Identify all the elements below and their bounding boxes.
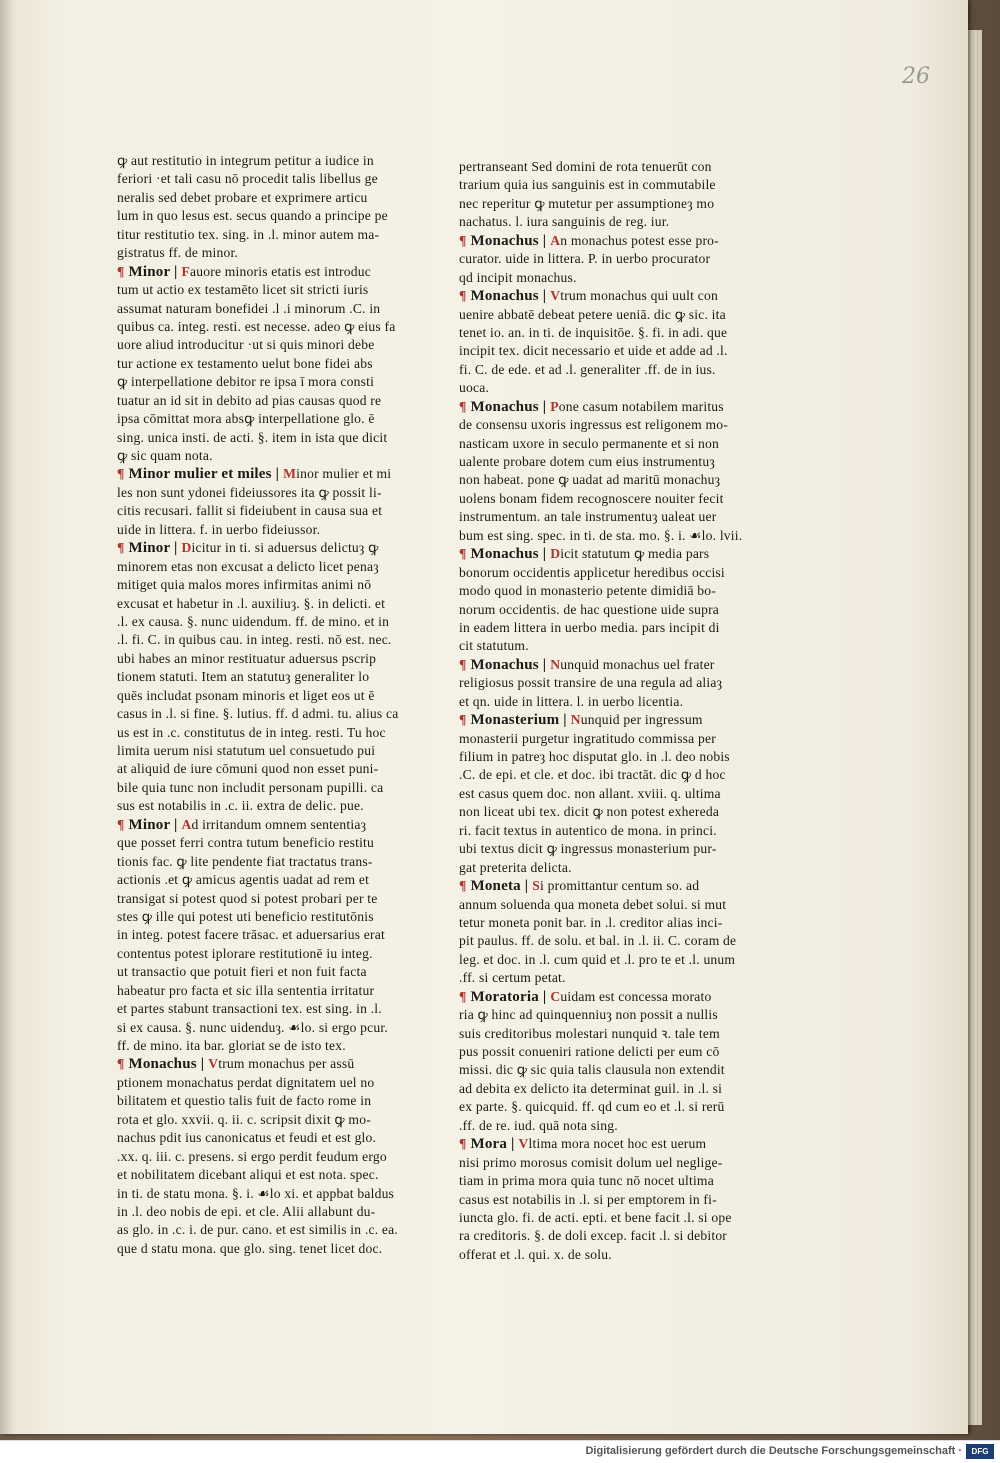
left-column-line: sing. unica insti. de acti. §. item in ista que dicit bbox=[117, 429, 388, 445]
left-column-line: ubi habes an minor restituatur aduersus pscrip bbox=[117, 650, 377, 666]
right-column-line: ri. facit textus in autentico de mona. in princi. bbox=[459, 822, 717, 838]
right-column-line: instrumentum. an tale instrumentuȝ ualeat uer bbox=[459, 509, 717, 525]
right-column-line: ubi textus dicit ꝙ ingressus monasterium pur- bbox=[459, 841, 717, 857]
left-column-line: citis recusari. fallit si fideiubent in causa sua et bbox=[117, 503, 383, 519]
right-column-line: in eadem littera in uerbo media. pars incipit di bbox=[459, 619, 720, 635]
rubric-initial: V bbox=[518, 1136, 529, 1152]
right-column-line: pit paulus. ff. de solu. et bal. in .l. ii. C. coram de bbox=[459, 933, 737, 949]
left-column-line: neralis sed debet probare et exprimere articu bbox=[117, 189, 368, 205]
left-column-line: .xx. q. iii. c. presens. si ergo perdit feudum ergo bbox=[117, 1148, 387, 1164]
left-column-line: .l. fi. C. in quibus cau. in integ. resti. nō est. nec. bbox=[117, 632, 392, 648]
entry-heading: Minor | bbox=[124, 263, 182, 280]
rubric-initial: M bbox=[283, 466, 297, 482]
pilcrow-rubric-icon: ¶ bbox=[459, 232, 467, 248]
left-column-line: titur restitutio tex. sing. in .l. minor autem ma- bbox=[117, 226, 380, 242]
right-column-line: ad debita ex delicto ita determinat guil. in .l. si bbox=[459, 1080, 723, 1096]
left-column-line: assumat naturam bonefidei .l .i minorum .C. in bbox=[117, 300, 381, 316]
rubric-initial: V bbox=[550, 288, 561, 304]
right-column-line: incipit tex. dicit necessario et uide et adde ad .l. bbox=[459, 343, 728, 359]
right-column-line: offerat et .l. qui. x. de solu. bbox=[459, 1246, 612, 1262]
left-column-line: sus est notabilis in .c. ii. extra de delic. pue. bbox=[117, 798, 364, 814]
pilcrow-rubric-icon: ¶ bbox=[459, 288, 467, 304]
left-column-line: et partes stabunt transactioni tex. est sing. in .l. bbox=[117, 1001, 382, 1017]
entry-heading: Monasterium | bbox=[466, 712, 571, 729]
right-column-line: ¶ Moratoria | Cuidam est concessa morato bbox=[459, 988, 712, 1005]
right-column-line: ¶ Mora | Vltima mora nocet hoc est uerum bbox=[459, 1136, 707, 1153]
right-text-column bbox=[459, 158, 743, 1264]
rubric-initial: A bbox=[550, 232, 561, 248]
left-column-line: ¶ Minor | Fauore minoris etatis est introduc bbox=[117, 263, 371, 280]
dfg-logo: DFG bbox=[966, 1444, 994, 1459]
right-column-line: qd incipit monachus. bbox=[459, 269, 577, 285]
right-column-line: trarium quia ius sanguinis est in commutabile bbox=[459, 177, 716, 193]
right-column-line: ¶ Monachus | Vtrum monachus qui uult con bbox=[459, 288, 718, 305]
pilcrow-rubric-icon: ¶ bbox=[117, 816, 125, 832]
pilcrow-rubric-icon: ¶ bbox=[459, 656, 467, 672]
pilcrow-rubric-icon: ¶ bbox=[117, 263, 125, 279]
entry-heading: Monachus | bbox=[466, 398, 551, 415]
pilcrow-rubric-icon: ¶ bbox=[459, 988, 467, 1004]
left-column-line: actionis .et ꝙ amicus agentis uadat ad rem et bbox=[117, 872, 370, 888]
right-column-line: religiosus possit transire de una regula ad aliaȝ bbox=[459, 675, 723, 691]
left-column-line: ut transactio que potuit fieri et non fuit facta bbox=[117, 964, 367, 980]
pilcrow-rubric-icon: ¶ bbox=[459, 878, 467, 894]
left-column-line: stes ꝙ ille qui potest uti beneficio restitutōnis bbox=[117, 908, 374, 924]
left-column-line: quēs includat psonam minoris et liget eos ut ē bbox=[117, 687, 375, 703]
left-column-line: nachus pdit ius canonicatus et feudi et est glo. bbox=[117, 1130, 377, 1146]
right-column-line: ¶ Monasterium | Nunquid per ingressum bbox=[459, 712, 703, 729]
right-column-line: est casus quem doc. non allant. xviii. q. ultima bbox=[459, 785, 721, 801]
rubric-initial: C bbox=[550, 988, 561, 1004]
left-column-line: bile quia tunc non includit personam pupilli. ca bbox=[117, 779, 384, 795]
left-column-line: in ti. de statu mona. §. i. ☙lo xi. et appbat baldus bbox=[117, 1185, 395, 1201]
right-column-line: leg. et doc. in .l. cum quid et .l. pro te et .l. unum bbox=[459, 951, 736, 967]
entry-heading: Minor | bbox=[124, 816, 182, 833]
right-column-line: filium in patreȝ hoc disputat glo. in .l. deo nobis bbox=[459, 749, 730, 764]
right-column-line: ex parte. §. quicquid. ff. qd cum eo et .l. si rerū bbox=[459, 1099, 725, 1115]
left-column-line: lum in quo lesus est. secus quando a principe pe bbox=[117, 208, 388, 224]
rubric-initial: D bbox=[181, 540, 192, 556]
right-column-line: annum soluenda qua moneta debet solui. si mut bbox=[459, 896, 727, 912]
right-column-line: .ff. de re. iud. quā nota sing. bbox=[459, 1117, 618, 1133]
folio-number: 26 bbox=[902, 64, 930, 89]
left-column-line: ptionem monachatus perdat dignitatem uel no bbox=[117, 1074, 375, 1090]
entry-heading: Minor mulier et miles | bbox=[124, 466, 284, 483]
left-column-line: ꝙ sic quam nota. bbox=[117, 448, 213, 463]
entry-heading: Monachus | bbox=[466, 656, 551, 673]
entry-heading: Monachus | bbox=[466, 232, 551, 249]
right-column-line: ¶ Monachus | Nunquid monachus uel frater bbox=[459, 656, 715, 673]
right-column-line: nisi primo morosus comisit dolum uel neglige- bbox=[459, 1154, 723, 1170]
right-column-line: curator. uide in littera. P. in uerbo procurator bbox=[459, 251, 711, 267]
rubric-initial: N bbox=[570, 712, 581, 728]
right-column-line: pertranseant Sed domini de rota tenuerūt con bbox=[459, 159, 712, 174]
right-column-line: ualente probare dotem cum eius instrumentuȝ bbox=[459, 454, 715, 469]
left-column-line: tionem statuti. Item an statutuȝ generaliter lo bbox=[117, 669, 370, 685]
left-column-line: et nobilitatem dicebant aliqui et est nota. spec. bbox=[117, 1167, 379, 1183]
entry-heading: Minor | bbox=[124, 540, 182, 557]
right-column-line: monasterii purgetur ingratitudo commissa per bbox=[459, 730, 716, 746]
left-column-line: ¶ Monachus | Vtrum monachus per assū bbox=[117, 1056, 355, 1073]
left-column-line: tur actione ex testamento uelut bone fidei abs bbox=[117, 355, 373, 371]
right-column-line: tetur moneta ponit bar. in .l. creditor alias inci- bbox=[459, 914, 723, 930]
left-column-line: ꝙ interpellatione debitor re ipsa ī mora consti bbox=[117, 374, 375, 390]
page-stack-edge bbox=[968, 30, 982, 1425]
left-column-line: transigat si potest quod si potest probari per te bbox=[117, 890, 378, 906]
right-column-line: tenet io. an. in ti. de inquisitōe. §. fi. in adi. que bbox=[459, 324, 728, 340]
right-column-line: ¶ Monachus | Dicit statutum ꝙ media pars bbox=[459, 546, 710, 563]
right-column-line: missi. dic ꝙ sic quia talis clausula non extendit bbox=[459, 1062, 725, 1078]
right-column-line: gat preterita delicta. bbox=[459, 859, 572, 875]
entry-heading: Monachus | bbox=[124, 1056, 209, 1073]
right-column-line: norum occidentis. de hac questione uide supra bbox=[459, 601, 720, 617]
pilcrow-rubric-icon: ¶ bbox=[459, 1136, 467, 1152]
right-column-line: suis creditoribus molestari nunquid ꝛ. tale tem bbox=[459, 1025, 720, 1041]
entry-heading: Monachus | bbox=[466, 546, 551, 563]
right-column-line: bonorum occidentis applicetur heredibus occisi bbox=[459, 564, 725, 580]
left-column-line: que d statu mona. que glo. sing. tenet licet doc. bbox=[117, 1240, 383, 1256]
left-column-line: les non sunt ydonei fideiussores ita ꝙ possit li- bbox=[117, 484, 382, 500]
pilcrow-rubric-icon: ¶ bbox=[459, 712, 467, 728]
left-column-line: .l. ex causa. §. nunc uidendum. ff. de mino. et in bbox=[117, 613, 390, 629]
right-column-line: pus possit conueniri ratione delicti per eum cō bbox=[459, 1044, 720, 1059]
left-column-line: ¶ Minor mulier et miles | Minor mulier et mi bbox=[117, 466, 392, 483]
right-column-line: fi. C. de ede. et ad .l. generaliter .ff. de in ius. bbox=[459, 361, 716, 377]
rubric-initial: F bbox=[181, 263, 190, 279]
left-column-line: tionis fac. ꝙ lite pendente fiat tractatus trans- bbox=[117, 853, 373, 869]
left-column-line: as glo. in .c. i. de pur. cano. et est similis in .c. ea. bbox=[117, 1222, 398, 1238]
rubric-initial: S bbox=[532, 878, 541, 894]
left-column-line: si ex causa. §. nunc uidenduȝ. ☙lo. si ergo pcur. bbox=[117, 1019, 388, 1035]
entry-heading: Moneta | bbox=[466, 878, 533, 895]
rubric-initial: V bbox=[208, 1056, 219, 1072]
right-column-line: .ff. si certum petat. bbox=[459, 970, 566, 986]
left-column-line: casus in .l. si fine. §. lutius. ff. d admi. tu. alius ca bbox=[117, 706, 399, 722]
left-column-line: in integ. potest facere trāsac. et aduersarius erat bbox=[117, 927, 385, 943]
right-column-line: ¶ Monachus | Pone casum notabilem maritus bbox=[459, 398, 724, 415]
funding-credit: Digitalisierung gefördert durch die Deutsche Forschungsgemeinschaft · bbox=[585, 1445, 962, 1457]
pilcrow-rubric-icon: ¶ bbox=[117, 466, 125, 482]
right-column-line: iuncta glo. fi. de acti. epti. et bene facit .l. si ope bbox=[459, 1209, 732, 1225]
left-column-line: tum ut actio ex testamēto licet sit stricti iuris bbox=[117, 282, 369, 298]
left-column-line: tuatur an id sit in debito ad pias causas quod re bbox=[117, 392, 382, 408]
right-column-line: nasticam uxore in seculo permanente et si non bbox=[459, 435, 720, 451]
left-column-line: in .l. deo nobis de epi. et cle. Alii allabunt du- bbox=[117, 1203, 376, 1219]
left-column-line: feriori ·et tali casu nō procedit talis libellus ge bbox=[117, 171, 378, 187]
left-column-line: rota et glo. xxvii. q. ii. c. scripsit dixit ꝙ mo- bbox=[117, 1111, 371, 1127]
right-column-line: modo quod in monasterio petente dimidiā bo- bbox=[459, 583, 717, 599]
spine-shadow bbox=[0, 0, 14, 1434]
left-column-line: ¶ Minor | Ad irritandum omnem sententiaȝ bbox=[117, 816, 367, 833]
left-column-line: gistratus ff. de minor. bbox=[117, 245, 239, 261]
left-column-line: uore aliud introducitur ·ut si quis minori debe bbox=[117, 337, 375, 353]
entry-heading: Mora | bbox=[466, 1136, 519, 1153]
digitization-footer bbox=[0, 1440, 1000, 1463]
rubric-initial: N bbox=[550, 656, 561, 672]
left-column-line: excusat et habetur in .l. auxiliuȝ. §. in delicti. et bbox=[117, 595, 386, 611]
left-column-line: us est in .c. constitutus de in integ. resti. Tu hoc bbox=[117, 724, 386, 740]
right-column-line: non habeat. pone ꝙ uadat ad maritū monachuȝ bbox=[459, 472, 721, 488]
left-column-line: limita uerum nisi statutum uel consuetudo pui bbox=[117, 743, 376, 758]
entry-heading: Monachus | bbox=[466, 288, 551, 305]
pilcrow-rubric-icon: ¶ bbox=[459, 546, 467, 562]
right-column-line: tiam in prima mora quia tunc nō nocet ultima bbox=[459, 1173, 714, 1189]
right-column-line: non liceat ubi tex. dicit ꝙ non potest exhereda bbox=[459, 804, 720, 820]
left-column-line: ꝙ aut restitutio in integrum petitur a iudice in bbox=[117, 153, 374, 168]
entry-heading: Moratoria | bbox=[466, 988, 551, 1005]
right-column-line: casus est notabilis in .l. si per emptorem in fi- bbox=[459, 1191, 717, 1207]
right-column-line: nec reperitur ꝙ mutetur per assumptioneȝ mo bbox=[459, 195, 715, 211]
rubric-initial: P bbox=[550, 398, 559, 414]
left-text-column bbox=[117, 152, 399, 1258]
right-column-line: uenire abbatē debeat petere ueniā. dic ꝙ sic. ita bbox=[459, 306, 726, 322]
left-column-line: minorem etas non excusat a delicto licet penaȝ bbox=[117, 558, 379, 574]
left-column-line: mitiget quia malos mores infirmitas animi nō bbox=[117, 577, 372, 593]
left-column-line: contentus potest iplorare restitutionē iu integ. bbox=[117, 945, 373, 961]
left-column-line: ipsa cōmittat mora absꝙ interpellatione glo. ē bbox=[117, 411, 375, 427]
pilcrow-rubric-icon: ¶ bbox=[117, 540, 125, 556]
right-column-line: ra creditoris. §. de doli excep. facit .l. si debitor bbox=[459, 1228, 728, 1244]
left-column-line: ¶ Minor | Dicitur in ti. si aduersus delictuȝ ꝙ bbox=[117, 540, 379, 557]
rubric-initial: A bbox=[181, 816, 192, 832]
right-column-line: .C. de epi. et cle. et doc. ibi tractāt. dic ꝙ d hoc bbox=[459, 767, 726, 783]
pilcrow-rubric-icon: ¶ bbox=[459, 398, 467, 414]
right-column-line: uoca. bbox=[459, 380, 490, 396]
right-column-line: et qn. uide in littera. l. in uerbo licentia. bbox=[459, 693, 684, 709]
right-column-line: bum est sing. spec. in ti. de sta. mo. §. i. ☙lo. lvii. bbox=[459, 527, 743, 543]
left-column-line: bilitatem et questio talis fuit de facto rome in bbox=[117, 1093, 372, 1109]
pilcrow-rubric-icon: ¶ bbox=[117, 1056, 125, 1072]
left-column-line: uide in littera. f. in uerbo fideiussor. bbox=[117, 521, 321, 537]
right-column-line: de consensu uxoris ingressus est religonem mo- bbox=[459, 417, 728, 433]
left-column-line: que posset ferri contra tutum beneficio restitu bbox=[117, 835, 375, 851]
left-column-line: ff. de mino. ita bar. gloriat se de isto tex. bbox=[117, 1038, 346, 1053]
right-column-line: nachatus. l. iura sanguinis de reg. iur. bbox=[459, 214, 670, 230]
left-column-line: at aliquid de iure cōmuni quod non esset puni- bbox=[117, 761, 379, 777]
right-column-line: uolens bonam fidem recognoscere nouiter fecit bbox=[459, 490, 724, 506]
left-column-line: quibus ca. integ. resti. est necesse. adeo ꝙ eius fa bbox=[117, 318, 396, 334]
right-column-line: ¶ Moneta | Si promittantur centum so. ad bbox=[459, 878, 700, 895]
right-column-line: ¶ Monachus | An monachus potest esse pro- bbox=[459, 232, 719, 249]
right-column-line: cit statutum. bbox=[459, 638, 529, 654]
left-column-line: habeatur pro facta et sic illa sententia irritatur bbox=[117, 982, 375, 998]
rubric-initial: D bbox=[550, 546, 561, 562]
right-column-line: ria ꝙ hinc ad quinquenniuȝ non possit a nullis bbox=[459, 1007, 718, 1023]
